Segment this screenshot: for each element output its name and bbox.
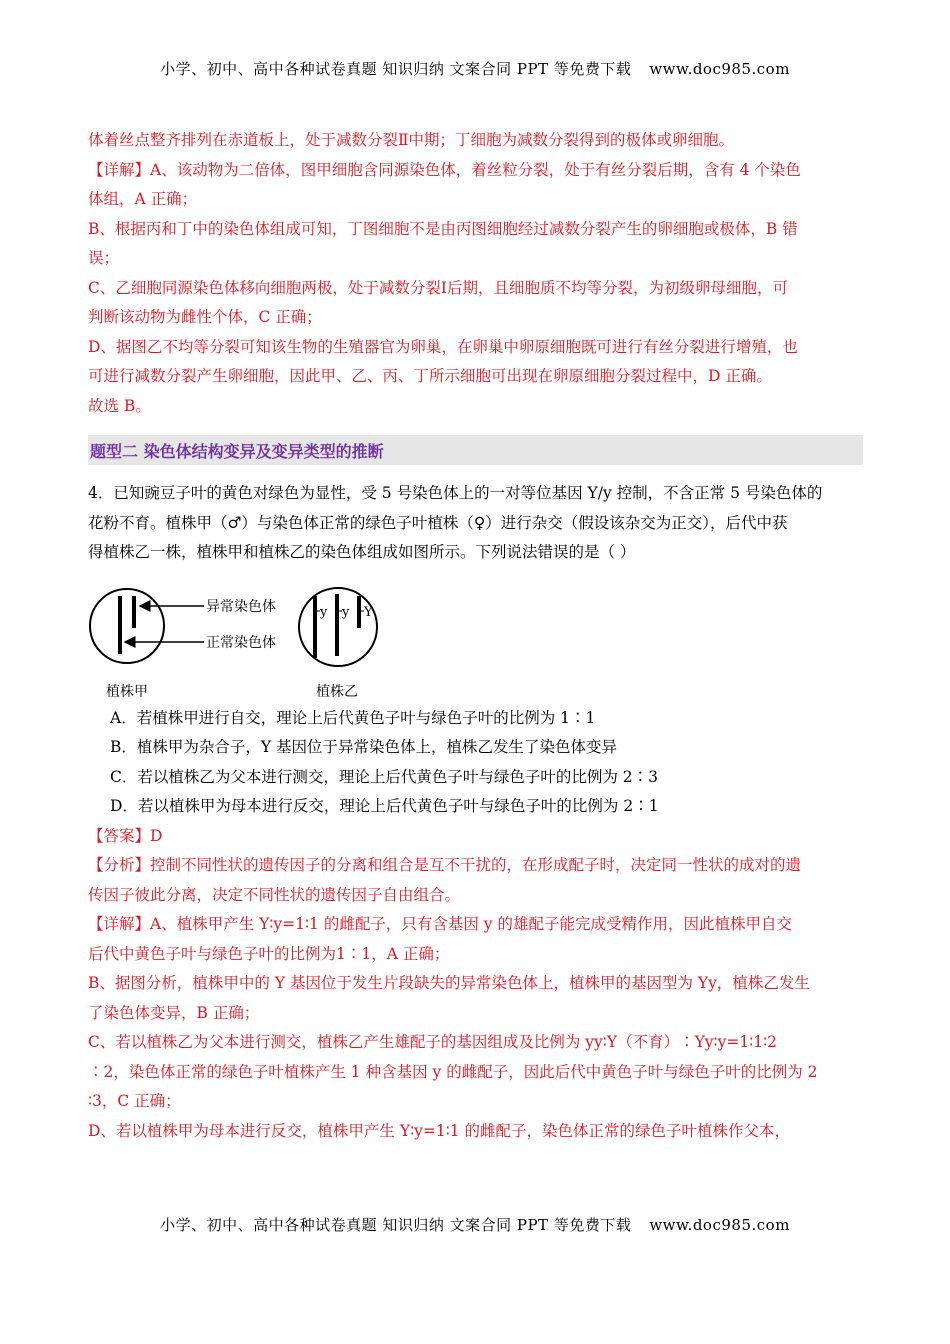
question-line-2: 花粉不育。植株甲（♂）与染色体正常的绿色子叶植株（♀）进行杂交（假设该杂交为正交），后代中获 xyxy=(88,513,788,532)
page-content xyxy=(88,126,863,1146)
detail-tag: 【详解】 xyxy=(88,160,151,179)
chromosome-figure xyxy=(88,570,863,700)
detail-a: 【详解】A、植株甲产生 Y∶y=1∶1 的雌配子，只有含基因 y 的雄配子能完成受精作用，因此植株甲自交 xyxy=(88,915,792,933)
footer-url[interactable]: www.doc985.com xyxy=(649,1216,790,1234)
gene-y-1: y xyxy=(320,604,328,620)
prev-detail-a: 【详解】A、该动物为二倍体，图甲细胞含同源染色体，着丝粒分裂，处于有丝分裂后期，含有 4 个染色 xyxy=(88,160,801,179)
header-url[interactable]: www.doc985.com xyxy=(649,60,790,78)
header-text: 小学、初中、高中各种试卷真题 知识归纳 文案合同 PPT 等免费下载 xyxy=(160,60,632,78)
detail-tag: 【详解】 xyxy=(88,915,151,933)
prev-conclusion: 故选 B。 xyxy=(88,396,151,415)
answer-tag: 【答案】 xyxy=(88,826,151,845)
prev-detail-b-cont: 误； xyxy=(88,249,120,267)
label-plant-a: 植株甲 xyxy=(106,683,148,700)
prev-detail-c-cont: 判断该动物为雌性个体，C 正确； xyxy=(88,308,322,326)
prev-detail-d: D、据图乙不均等分裂可知该生物的生殖器官为卵巢，在卵巢中卵原细胞既可进行有丝分裂进行增殖，也 xyxy=(88,337,798,356)
chromosome-diagram xyxy=(88,570,428,700)
gene-y-2: y xyxy=(342,604,350,620)
prev-detail-b: B、根据丙和丁中的染色体组成可知，丁图细胞不是由丙图细胞经过减数分裂产生的卵细胞或极体，B 错 xyxy=(88,219,798,238)
detail-c: C、若以植株乙为父本进行测交，植株乙产生雄配子的基因组成及比例为 yy∶Y（不育）∶Yy∶y=1∶1∶2 xyxy=(88,1033,777,1051)
section-title: 题型二 染色体结构变异及变异类型的推断 xyxy=(90,441,384,461)
plant-b-chromosome-2 xyxy=(335,594,339,656)
analysis-line-1: 【分析】控制不同性状的遗传因子的分离和组合是互不干扰的，在形成配子时，决定同一性状的成对的遗 xyxy=(88,856,802,874)
page-footer xyxy=(0,1214,950,1235)
question-line-3: 得植株乙一株，植株甲和植株乙的染色体组成如图所示。下列说法错误的是（ ） xyxy=(88,543,636,561)
option-a: A．若植株甲进行自交，理论上后代黄色子叶与绿色子叶的比例为 1∶1 xyxy=(110,708,596,727)
plant-b-chromosome-3 xyxy=(357,596,361,628)
detail-a-cont: 后代中黄色子叶与绿色子叶的比例为1∶1，A 正确； xyxy=(88,944,450,963)
page-header xyxy=(0,58,950,79)
detail-c-cont-2: ∶3，C 正确； xyxy=(88,1092,181,1110)
plant-b-chromosome-1 xyxy=(313,596,317,658)
prev-detail-d-cont: 可进行减数分裂产生卵细胞，因此甲、乙、丙、丁所示细胞可出现在卵原细胞分裂过程中，D 正确。 xyxy=(88,367,772,385)
label-plant-b: 植株乙 xyxy=(316,683,358,700)
option-d: D．若以植株甲为母本进行反交，理论上后代黄色子叶与绿色子叶的比例为 2∶1 xyxy=(110,797,659,815)
detail-c-cont: ∶2，染色体正常的绿色子叶植株产生 1 种含基因 y 的雌配子，因此后代中黄色子叶与绿色子叶的比例为 2 xyxy=(88,1062,818,1081)
normal-chromosome xyxy=(118,596,122,654)
footer-text: 小学、初中、高中各种试卷真题 知识归纳 文案合同 PPT 等免费下载 xyxy=(160,1216,632,1234)
answer-value: D xyxy=(150,826,163,845)
analysis-tag: 【分析】 xyxy=(88,856,151,874)
detail-d: D、若以植株甲为母本进行反交，植株甲产生 Y∶y=1∶1 的雌配子，染色体正常的绿色子叶植株作父本， xyxy=(88,1121,791,1140)
abnormal-chromosome xyxy=(132,596,136,628)
prev-detail-a-cont: 体组，A 正确； xyxy=(88,190,198,208)
plant-a-cell xyxy=(90,589,164,663)
question-line-1: 4．已知豌豆子叶的黄色对绿色为显性，受 5 号染色体上的一对等位基因 Y/y 控制，不含正常 5 号染色体的 xyxy=(88,484,823,502)
gene-Y: Y xyxy=(364,604,373,620)
label-normal-chromosome: 正常染色体 xyxy=(206,634,276,651)
prev-explanation-line: 体着丝点整齐排列在赤道板上，处于减数分裂Ⅱ中期；丁细胞为减数分裂得到的极体或卵细胞。 xyxy=(88,131,735,149)
option-b: B．植株甲为杂合子，Y 基因位于异常染色体上，植株乙发生了染色体变异 xyxy=(110,738,618,756)
section-heading xyxy=(88,435,863,465)
option-c: C．若以植株乙为父本进行测交，理论上后代黄色子叶与绿色子叶的比例为 2∶3 xyxy=(110,767,659,786)
answer-line xyxy=(88,822,863,852)
analysis-line-2: 传因子彼此分离，决定不同性状的遗传因子自由组合。 xyxy=(88,885,461,904)
label-abnormal-chromosome: 异常染色体 xyxy=(206,598,276,615)
detail-b: B、据图分析，植株甲中的 Y 基因位于发生片段缺失的异常染色体上，植株甲的基因型为 Yy，植株乙发生 xyxy=(88,974,810,992)
detail-b-cont: 了染色体变异，B 正确； xyxy=(88,1003,260,1022)
prev-detail-c: C、乙细胞同源染色体移向细胞两极，处于减数分裂Ⅰ后期，且细胞质不均等分裂，为初级卵母细胞，可 xyxy=(88,278,788,297)
